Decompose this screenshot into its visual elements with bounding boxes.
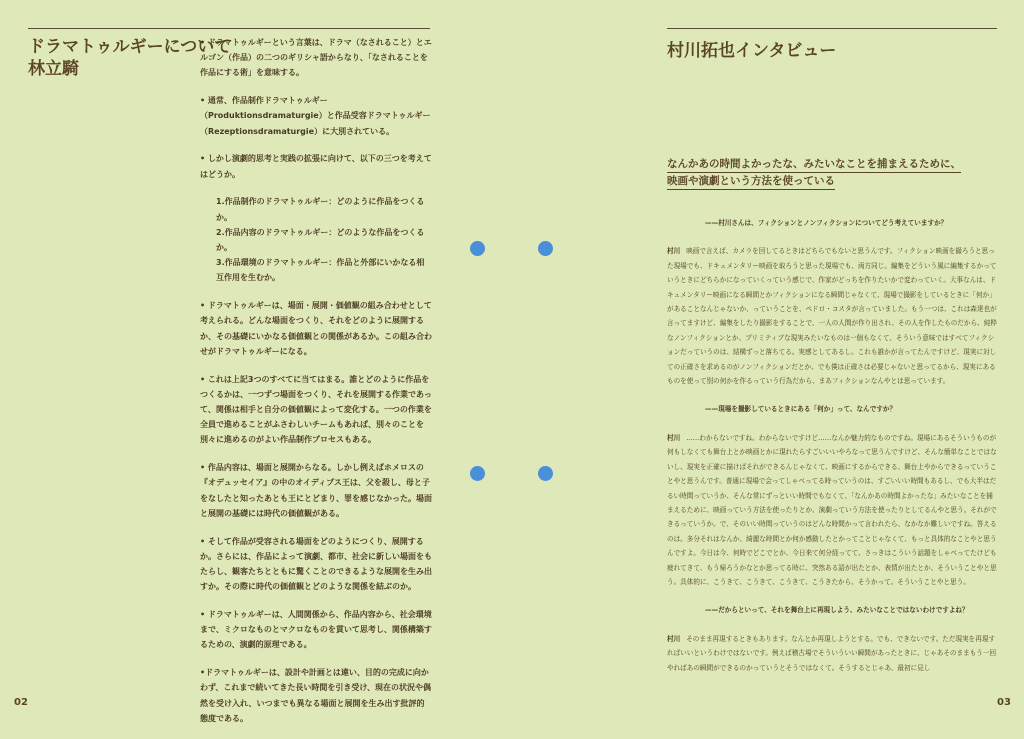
essay-list-item-1: 1.作品制作のドラマトゥルギー：どのように作品をつくるか。 bbox=[216, 197, 425, 222]
speaker-label: 村川 bbox=[667, 247, 681, 256]
speaker-label: 村川 bbox=[667, 433, 681, 442]
interview-answer-1 bbox=[667, 244, 997, 388]
binding-dot-top-right bbox=[538, 241, 553, 256]
page-number-right: 03 bbox=[997, 697, 1011, 708]
essay-paragraph-1: • ドラマトゥルギーという言葉は、ドラマ（なされること）とエルゴン（作品）の二つのギリシャ語からなり、「なされることを作品にする術」を意味する。 bbox=[200, 38, 432, 78]
interview-body bbox=[667, 210, 997, 672]
essay-body bbox=[200, 35, 432, 739]
interview-answer-3 bbox=[667, 632, 997, 672]
interview-title: 村川拓也インタビュー bbox=[667, 41, 837, 61]
essay-paragraph-5: • これは上記3つのすべてに当てはまる。誰とどのように作品をつくるかは、一つずつ場面をつくり、それを展開する作業であって、関係は相手と自分の価値観によって変化する。一つの作業を全員で進めることがふさわしいチームもあれば、別々のことを別々に進めるのがよい作品制作プロセスもある。 bbox=[200, 374, 432, 445]
essay-numbered-list bbox=[200, 194, 432, 285]
interview-subtitle bbox=[667, 156, 961, 190]
page-number-left: 02 bbox=[14, 697, 28, 708]
essay-author: 林立騎 bbox=[28, 59, 79, 79]
essay-paragraph-3: • しかし演劇的思考と実践の拡張に向けて、以下の三つを考えてはどうか。 bbox=[200, 154, 432, 179]
essay-paragraph-2: • 通常、作品制作ドラマトゥルギー（Produktionsdramaturgie）と作品受容ドラマトゥルギー（Rezeptionsdramaturgie）に大別されている。 bbox=[200, 96, 431, 136]
answer-text: そのまま再現するときもあります。なんとか再現しようとする。でも、できないです。ただ現実を再現すればいいというわけではないです。例えば稽古場でそういういい瞬間があったときに、じゃあそのままもう一回やればあの瞬間ができるのかっていうとそうではなくて。そうするとじゃあ、最初に見し bbox=[667, 634, 997, 672]
binding-dot-top-left bbox=[470, 241, 485, 256]
essay-paragraph-7: • そして作品が受容される場面をどのようにつくり、展開するか。さらには、作品によって演劇、都市、社会に新しい場面をもたらし、観客たちとともに驚くことのできるような展開を生み出すか。その際に時代の価値観とどのような関係を結ぶのか。 bbox=[200, 536, 432, 592]
essay-list-item-2: 2.作品内容のドラマトゥルギー：どのような作品をつくるか。 bbox=[216, 227, 425, 253]
speaker-label: 村川 bbox=[667, 634, 681, 643]
answer-text: ……わからないですね。わからないですけど……なんか魅力的なものですね。現場にあるそういうものが何もしなくても舞台上とか映画とかに現れたらすごいいいやろなって思うんですけど、そんな簡単なことではないし、現実を正確に描けばそれができるんじゃなくて、映画にするからできる、舞台上やからできるっていうことやと思うんです。普通に現場で会ってしゃべってる時っていうのは、すごいいい時間もあるし、でも大半はだるい時間っていうか、そんな常にずっといい時間でもなくて、「なんかあの時間よかったな」みたいなことを捕まえるために、映画っていう方法を使ったりとか、演劇っていう方法を使ったりとしてるんやと思う。それができるっていうか。で、そのいい時間っていうのはどんな時間かって言われたら、なかなか難しいですね。答えるのは。多分それはなんか、綺麗な時間とか何か感動したとかってことじゃなくて、もっと具体的なことやと思うんですよ。今日は今、何時でどこでとか、今日来て何分経ってて、さっきはこういう話題をしゃべってたけども疲れてきて、もう帰ろうかなとか思ってる時に、突然ある語が出たとか、表情が出たとか、そういうことやと思う。具体的に、こうきて、こうきて、こうきて、こうきたから、そうかって。そういうことやと思う。 bbox=[667, 433, 997, 586]
right-top-rule bbox=[667, 28, 997, 29]
answer-text: 映画で言えば、カメラを回してるときはどちらでもないと思うんです。フィクション映画を撮ろうと思った現場でも、ドキュメンタリー映画を取ろうと思った現場でも、両方同じ。編集をどういう風に編集するかっていうときにどちらかになっていくっていう感じで、作家がどっちを作りたいかで変わっていく。大事なんは、ドキュメンタリー映画になる瞬間とかフィクションになる瞬間じゃなくて、現場で撮影をしているときに「何か」があることなんじゃないか、っていうことを、ペドロ・コスタが言っていました。もう一つは、これは森達也が言ってますけど、編集をしたり撮影をすることで、一人の人間が作り出され、その人を作したものだから、純粋なノンフィクションとか、プリミティブな現実みたいなものは一個もなくて、そういう意味ではすべてフィクションだっていうのは、結構ずっと落ちてる。実感としてあるし。これも誰かが言ってたんですけど、現実に対しての正確さを求めるのがノンフィクションだとか、でも僕は正確さは必要じゃないと思ってるから、現実にあるものを使って別の何かを作るっていう行為だから、まあフィクションなんやとは思っています。 bbox=[667, 247, 997, 386]
binding-dot-bottom-right bbox=[538, 466, 553, 481]
essay-list-item-3: 3.作品環境のドラマトゥルギー：作品と外部にいかなる相互作用を生むか。 bbox=[216, 258, 425, 283]
left-top-rule bbox=[28, 28, 430, 29]
interview-question-2: ——現場を撮影しているときにある「何か」って、なんですか？ bbox=[705, 405, 897, 414]
binding-dot-bottom-left bbox=[470, 466, 485, 481]
essay-paragraph-9: •ドラマトゥルギーは、設計や計画とは違い、目的の完成に向かわず、これまで続いてきた長い時間を引き受け、現在の状況や偶然を受け入れ、いつまでも異なる場面と展開を生み出す批評的態度である。 bbox=[200, 668, 432, 723]
interview-subtitle-line-1: なんかあの時間よかったな、みたいなことを捕まえるために、 bbox=[667, 156, 961, 173]
interview-question-1: ——村川さんは、フィクションとノンフィクションについてどう考えていますか？ bbox=[705, 219, 948, 227]
interview-subtitle-line-2: 映画や演劇という方法を使っている bbox=[667, 173, 835, 190]
interview-question-3: ——だからといって、それを舞台上に再現しよう、みたいなことではないわけですよね？ bbox=[705, 606, 969, 615]
essay-title: ドラマトゥルギーについて bbox=[28, 37, 232, 57]
interview-answer-2 bbox=[667, 431, 997, 589]
essay-paragraph-6: • 作品内容は、場面と展開からなる。しかし例えばホメロスの『オデュッセイア』の中のオイディプス王は、父を殺し、母と子をなしたと知ったあとも王にとどまり、罪を感じなかった。場面と展開の基礎には時代の価値観がある。 bbox=[200, 463, 432, 518]
essay-paragraph-4: • ドラマトゥルギーは、場面・展開・価値観の組み合わせとして考えられる。どんな場面をつくり、それをどのように展開するか、その基礎にいかなる価値観との関係があるか。この組み合わせがドラマトゥルギーになる。 bbox=[200, 301, 432, 356]
essay-paragraph-8: • ドラマトゥルギーは、人間関係から、作品内容から、社会環境まで、ミクロなものとマクロなものを貫いて思考し、関係構築するための、演劇的原理である。 bbox=[200, 610, 432, 650]
